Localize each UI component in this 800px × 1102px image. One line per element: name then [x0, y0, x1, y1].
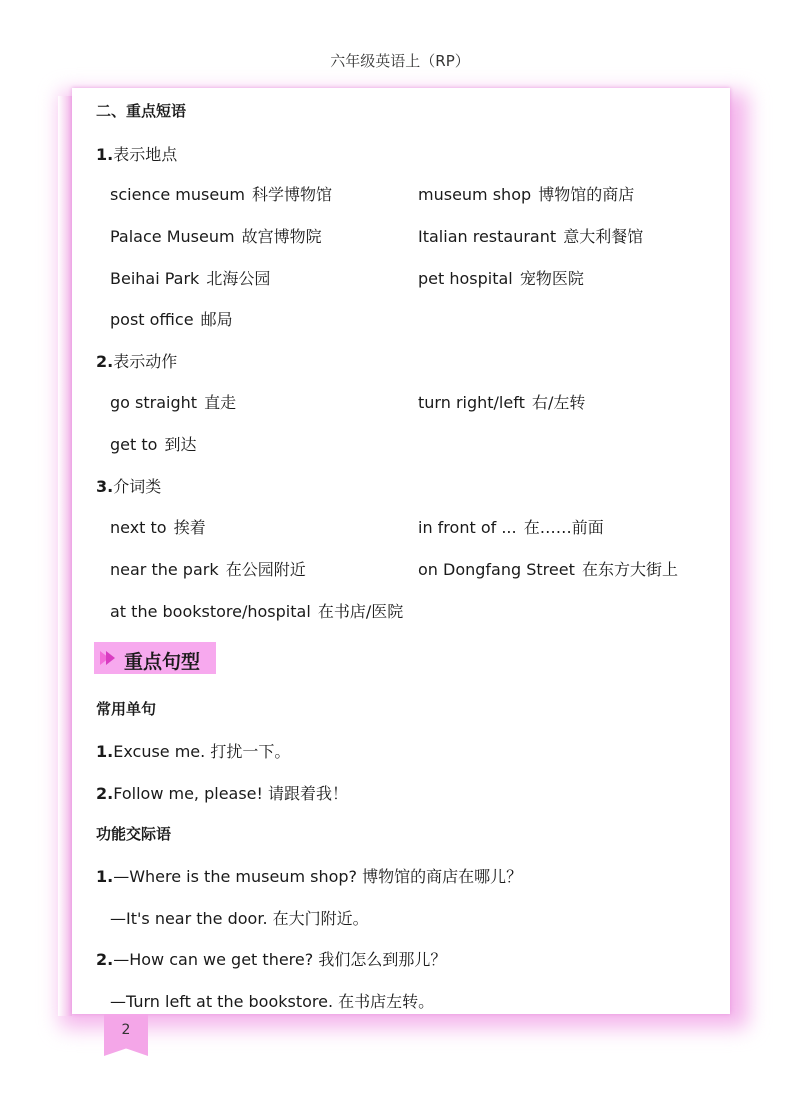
phrase-en: on Dongfang Street — [418, 560, 575, 579]
phrase-zh: 挨着 — [173, 518, 206, 537]
phrase-en: get to — [110, 435, 158, 454]
answer-en: —It's near the door. — [110, 909, 268, 928]
item-number: 1. — [96, 742, 114, 761]
item-number: 2. — [96, 784, 114, 803]
phrase-en: post office — [110, 310, 194, 329]
group-heading — [96, 142, 177, 165]
phrase-en: at the bookstore/hospital — [110, 602, 311, 621]
phrase-zh: 右/左转 — [531, 393, 586, 412]
phrase-item — [110, 557, 306, 580]
phrase-item — [110, 182, 332, 205]
group-number: 3. — [96, 477, 114, 496]
answer-zh: 在书店左转。 — [338, 992, 435, 1011]
dialog-answer — [110, 989, 434, 1012]
phrase-item — [418, 557, 678, 580]
question-zh: 我们怎么到那儿？ — [318, 950, 447, 969]
sentence-item — [96, 781, 348, 804]
page-number: 2 — [121, 1022, 131, 1038]
phrase-en: science museum — [110, 185, 245, 204]
phrase-en: pet hospital — [418, 269, 513, 288]
phrase-zh: 邮局 — [200, 310, 233, 329]
group-number: 2. — [96, 352, 114, 371]
phrase-en: Italian restaurant — [418, 227, 557, 246]
sentence-en: Follow me, please! — [113, 784, 263, 803]
answer-en: —Turn left at the bookstore. — [110, 992, 334, 1011]
phrase-item — [110, 224, 322, 247]
phrase-item — [110, 307, 233, 330]
question-zh: 博物馆的商店在哪儿？ — [362, 867, 523, 886]
dialog-question — [96, 864, 522, 887]
phrase-zh: 博物馆的商店 — [538, 185, 635, 204]
phrase-en: museum shop — [418, 185, 532, 204]
phrase-en: go straight — [110, 393, 198, 412]
sentence-zh: 打扰一下。 — [210, 742, 291, 761]
dialog-question — [96, 947, 446, 970]
phrase-item — [418, 390, 585, 413]
question-en: —How can we get there? — [113, 950, 314, 969]
running-header: 六年级英语上（RP） — [330, 52, 470, 70]
group-number: 1. — [96, 145, 114, 164]
phrase-item — [418, 224, 643, 247]
phrase-en: in front of ... — [418, 518, 517, 537]
phrase-item — [418, 182, 634, 205]
phrase-en: Palace Museum — [110, 227, 235, 246]
phrase-zh: 在书店/医院 — [317, 602, 404, 621]
phrase-item — [110, 390, 236, 413]
phrase-item — [418, 515, 604, 538]
group-label: 介词类 — [113, 477, 162, 496]
dialog-answer — [110, 906, 369, 929]
sentence-zh: 请跟着我！ — [268, 784, 349, 803]
banner-title: 重点句型 — [124, 651, 201, 673]
sentence-en: Excuse me. — [113, 742, 206, 761]
phrase-item — [110, 515, 206, 538]
phrase-zh: 直走 — [204, 393, 237, 412]
phrase-zh: 宠物医院 — [519, 269, 584, 288]
phrase-en: near the park — [110, 560, 219, 579]
sentence-item — [96, 739, 290, 762]
phrase-en: Beihai Park — [110, 269, 200, 288]
phrase-zh: 故宫博物院 — [241, 227, 322, 246]
item-number: 2. — [96, 950, 114, 969]
group-heading — [96, 349, 177, 372]
section-title: 二、重点短语 — [96, 102, 187, 120]
phrase-en: turn right/left — [418, 393, 525, 412]
question-en: —Where is the museum shop? — [113, 867, 358, 886]
phrase-item — [110, 432, 197, 455]
subsection-title: 常用单句 — [96, 700, 157, 718]
phrase-zh: 在公园附近 — [225, 560, 306, 579]
arrow-icon — [106, 651, 115, 665]
item-number: 1. — [96, 867, 114, 886]
group-label: 表示地点 — [113, 145, 178, 164]
phrase-item — [110, 599, 403, 622]
phrase-item — [110, 266, 270, 289]
phrase-en: next to — [110, 518, 167, 537]
phrase-item — [418, 266, 584, 289]
subsection-title: 功能交际语 — [96, 825, 172, 843]
phrase-zh: 北海公园 — [206, 269, 271, 288]
phrase-zh: 到达 — [164, 435, 197, 454]
phrase-zh: 在……前面 — [523, 518, 604, 537]
phrase-zh: 意大利餐馆 — [563, 227, 644, 246]
answer-zh: 在大门附近。 — [272, 909, 369, 928]
phrase-zh: 科学博物馆 — [252, 185, 333, 204]
group-heading — [96, 474, 161, 497]
phrase-zh: 在东方大街上 — [581, 560, 678, 579]
group-label: 表示动作 — [113, 352, 178, 371]
